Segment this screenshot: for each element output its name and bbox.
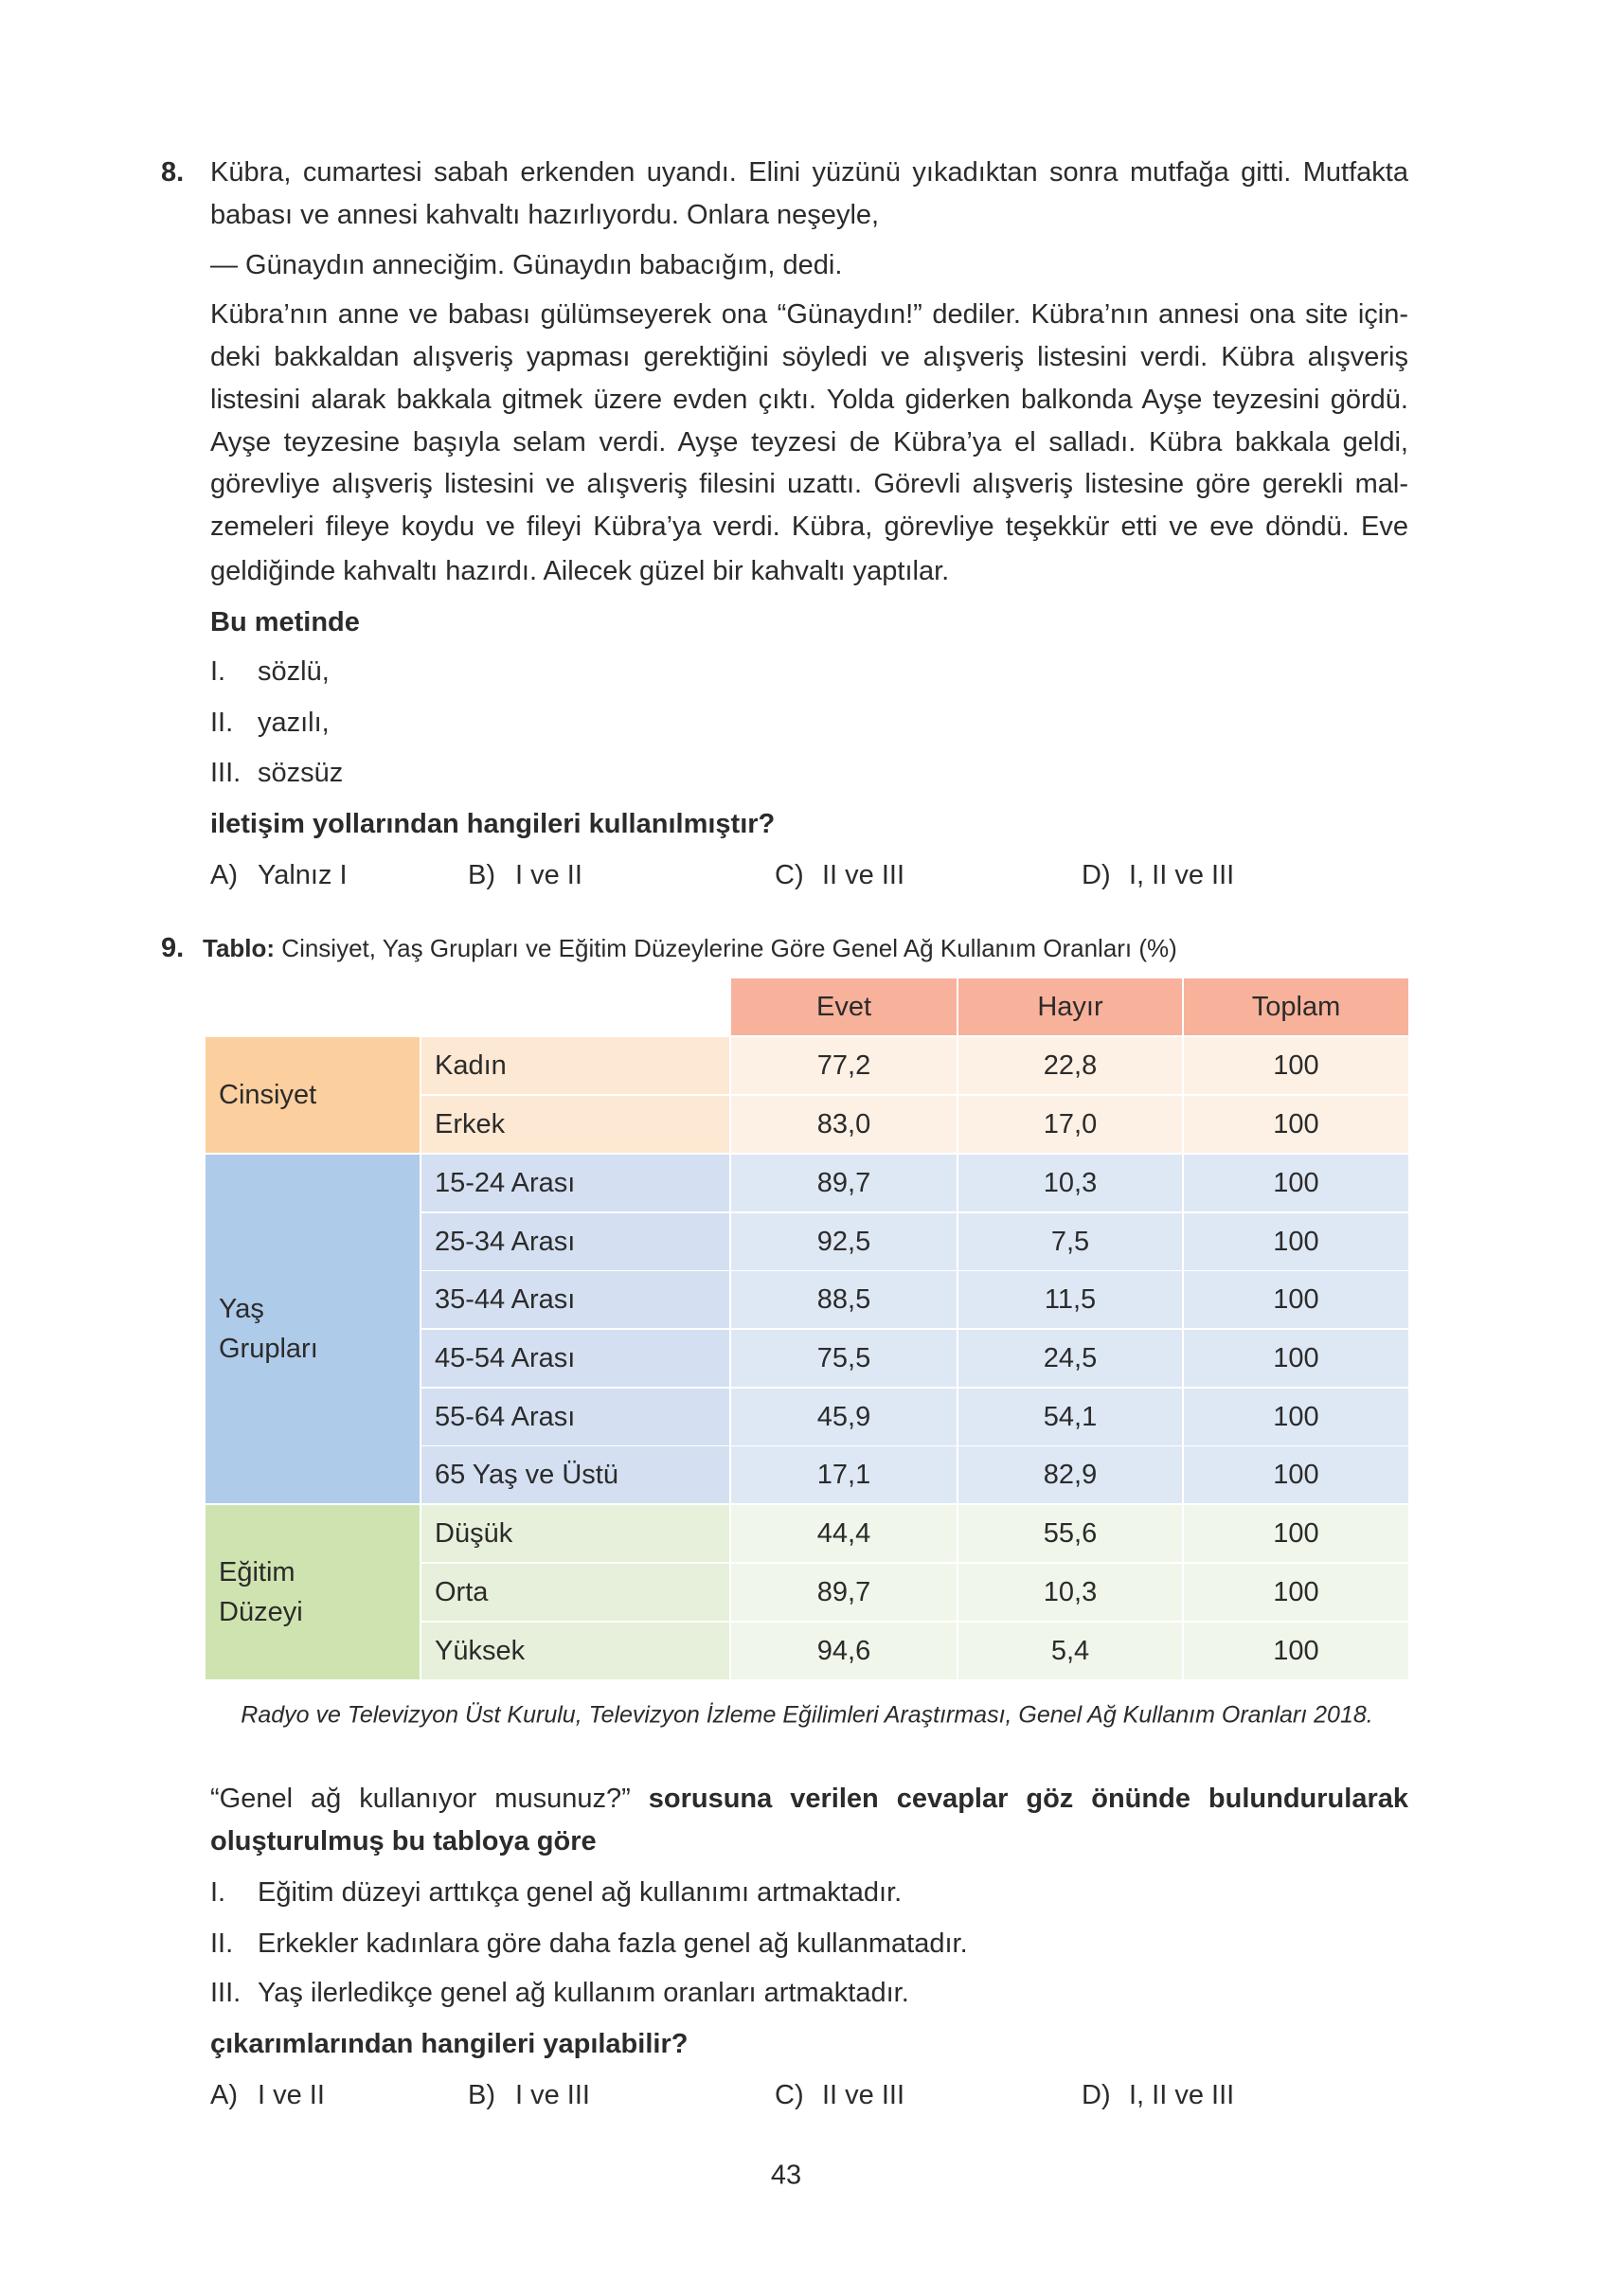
q8-question: iletişim yollarından hangileri kullanılmıştır? bbox=[210, 809, 776, 839]
group-label-yas bbox=[206, 1155, 420, 1503]
header-evet: Evet bbox=[731, 978, 957, 1035]
q8-paragraph-line: Kübra, cumartesi sabah erkenden uyandı. Elini yüzünü yıkadıktan sonra mutfağa gitti. Mutfakta bbox=[210, 157, 1408, 188]
cell-hayir: 22,8 bbox=[958, 1037, 1182, 1094]
cell-toplam: 100 bbox=[1184, 1564, 1408, 1621]
cell-hayir: 82,9 bbox=[958, 1446, 1182, 1503]
row-label: 45-54 Arası bbox=[421, 1330, 729, 1387]
item-text: Eğitim düzeyi arttıkça genel ağ kullanımı artmaktadır. bbox=[258, 1877, 903, 1908]
q9-stem-line-1 bbox=[210, 1782, 1408, 1816]
q9-stem-bold: sorusuna verilen cevaplar göz önünde bulundurularak bbox=[648, 1784, 1408, 1814]
cell-hayir: 24,5 bbox=[958, 1330, 1182, 1387]
group-label-text: Eğitim Düzeyi bbox=[219, 1557, 303, 1627]
row-label: Yüksek bbox=[421, 1623, 729, 1679]
row-label: 35-44 Arası bbox=[421, 1271, 729, 1328]
option-text: II ve III bbox=[822, 860, 905, 890]
option-letter: B) bbox=[468, 860, 495, 890]
cell-hayir: 54,1 bbox=[958, 1389, 1182, 1445]
q8-option-c[interactable] bbox=[775, 858, 904, 892]
option-letter: B) bbox=[468, 2080, 495, 2110]
cell-evet: 44,4 bbox=[731, 1505, 957, 1562]
row-label: 15-24 Arası bbox=[421, 1155, 729, 1211]
roman-numeral: I. bbox=[210, 1877, 226, 1908]
q9-question: çıkarımlarından hangileri yapılabilir? bbox=[210, 2029, 689, 2059]
q9-option-d[interactable] bbox=[1082, 2078, 1234, 2112]
q9-item bbox=[210, 1927, 968, 1961]
table-title-text: Cinsiyet, Yaş Grupları ve Eğitim Düzeylerine Göre Genel Ağ Kullanım Oranları (%) bbox=[281, 934, 1177, 962]
q8-paragraph-line: babası ve annesi kahvaltı hazırlıyordu. Onlara neşeyle, bbox=[210, 200, 880, 230]
option-text: I, II ve III bbox=[1129, 2080, 1235, 2110]
q8-stem-intro: Bu metinde bbox=[210, 607, 360, 637]
page-number: 43 bbox=[770, 2160, 802, 2191]
cell-hayir: 7,5 bbox=[958, 1213, 1182, 1270]
row-label: Orta bbox=[421, 1564, 729, 1621]
cell-toplam: 100 bbox=[1184, 1330, 1408, 1387]
q9-item bbox=[210, 1976, 909, 2010]
table-title bbox=[203, 933, 1177, 963]
row-label: Erkek bbox=[421, 1096, 729, 1153]
item-text: Erkekler kadınlara göre daha fazla genel ağ kullanmatadır. bbox=[258, 1928, 968, 1959]
cell-toplam: 100 bbox=[1184, 1446, 1408, 1503]
cell-evet: 77,2 bbox=[731, 1037, 957, 1094]
q8-item bbox=[210, 756, 343, 790]
usage-table bbox=[206, 978, 1408, 1679]
option-letter: C) bbox=[775, 2080, 804, 2110]
cell-hayir: 17,0 bbox=[958, 1096, 1182, 1153]
cell-evet: 83,0 bbox=[731, 1096, 957, 1153]
cell-hayir: 11,5 bbox=[958, 1271, 1182, 1328]
cell-evet: 75,5 bbox=[731, 1330, 957, 1387]
q8-paragraph-line: Ayşe teyzesine başıyla selam verdi. Ayşe teyzesi de Kübra’ya el salladı. Kübra bakkala geldi, bbox=[210, 427, 1408, 457]
cell-toplam: 100 bbox=[1184, 1155, 1408, 1211]
q9-option-b[interactable] bbox=[468, 2078, 590, 2112]
cell-hayir: 10,3 bbox=[958, 1564, 1182, 1621]
cell-evet: 89,7 bbox=[731, 1155, 957, 1211]
row-label: Kadın bbox=[421, 1037, 729, 1094]
cell-evet: 17,1 bbox=[731, 1446, 957, 1503]
table-title-label: Tablo: bbox=[203, 934, 276, 962]
group-label-egitim bbox=[206, 1505, 420, 1679]
question-8-number: 8. bbox=[161, 157, 185, 188]
cell-toplam: 100 bbox=[1184, 1389, 1408, 1445]
item-text: Yaş ilerledikçe genel ağ kullanım oranları artmaktadır. bbox=[258, 1978, 909, 2008]
cell-toplam: 100 bbox=[1184, 1505, 1408, 1562]
cell-evet: 88,5 bbox=[731, 1271, 957, 1328]
q9-option-a[interactable] bbox=[210, 2078, 325, 2112]
roman-numeral: III. bbox=[210, 1978, 242, 2008]
q8-dialogue-line: — Günaydın anneciğim. Günaydın babacığım, dedi. bbox=[210, 250, 843, 280]
q9-option-c[interactable] bbox=[775, 2078, 904, 2112]
cell-toplam: 100 bbox=[1184, 1271, 1408, 1328]
q8-paragraph-line: deki bakkaldan alışveriş yapması gerektiğini söyledi ve alışveriş listesini verdi. Kübra alışveriş bbox=[210, 342, 1408, 372]
q9-stem-quote: “Genel ağ kullanıyor musunuz?” bbox=[210, 1784, 631, 1814]
cell-hayir: 55,6 bbox=[958, 1505, 1182, 1562]
cell-hayir: 10,3 bbox=[958, 1155, 1182, 1211]
group-label-cinsiyet: Cinsiyet bbox=[206, 1037, 420, 1153]
cell-toplam: 100 bbox=[1184, 1037, 1408, 1094]
option-letter: A) bbox=[210, 860, 238, 890]
question-9-number: 9. bbox=[161, 933, 185, 963]
q8-paragraph-line: Kübra’nın anne ve babası gülümseyerek ona “Günaydın!” dediler. Kübra’nın annesi ona site için- bbox=[210, 299, 1408, 330]
q8-item bbox=[210, 706, 330, 740]
roman-numeral: I. bbox=[210, 656, 226, 687]
option-letter: D) bbox=[1082, 860, 1111, 890]
header-toplam: Toplam bbox=[1184, 978, 1408, 1035]
q9-stem-line-2: oluşturulmuş bu tabloya göre bbox=[210, 1826, 597, 1857]
option-letter: A) bbox=[210, 2080, 238, 2110]
header-hayir: Hayır bbox=[958, 978, 1182, 1035]
cell-evet: 89,7 bbox=[731, 1564, 957, 1621]
row-label: 25-34 Arası bbox=[421, 1213, 729, 1270]
option-text: I, II ve III bbox=[1129, 860, 1235, 890]
option-text: II ve III bbox=[822, 2080, 905, 2110]
q9-item bbox=[210, 1875, 902, 1910]
row-label: 65 Yaş ve Üstü bbox=[421, 1446, 729, 1503]
q8-option-d[interactable] bbox=[1082, 858, 1234, 892]
q8-option-b[interactable] bbox=[468, 858, 582, 892]
cell-hayir: 5,4 bbox=[958, 1623, 1182, 1679]
cell-toplam: 100 bbox=[1184, 1096, 1408, 1153]
roman-numeral: III. bbox=[210, 758, 242, 788]
table-source: Radyo ve Televizyon Üst Kurulu, Televizyon İzleme Eğilimleri Araştırması, Genel Ağ Kullanım Oranları 2018. bbox=[241, 1701, 1373, 1729]
option-text: I ve II bbox=[258, 2080, 325, 2110]
option-text: I ve III bbox=[515, 2080, 590, 2110]
option-text: I ve II bbox=[515, 860, 582, 890]
roman-numeral: II. bbox=[210, 708, 234, 738]
cell-toplam: 100 bbox=[1184, 1213, 1408, 1270]
cell-toplam: 100 bbox=[1184, 1623, 1408, 1679]
item-text: yazılı, bbox=[258, 708, 330, 738]
roman-numeral: II. bbox=[210, 1928, 234, 1959]
cell-evet: 45,9 bbox=[731, 1389, 957, 1445]
q8-paragraph-line: listesini alarak bakkala gitmek üzere evden çıktı. Yolda giderken balkonda Ayşe teyzesini gördü. bbox=[210, 385, 1408, 415]
option-text: Yalnız I bbox=[258, 860, 348, 890]
cell-evet: 92,5 bbox=[731, 1213, 957, 1270]
q8-paragraph-line: zemeleri fileye koydu ve fileyi Kübra’ya verdi. Kübra, görevliye teşekkür etti ve eve döndü. Eve bbox=[210, 511, 1408, 542]
row-label: Düşük bbox=[421, 1505, 729, 1562]
item-text: sözlü, bbox=[258, 656, 330, 687]
group-label-text: Yaş Grupları bbox=[219, 1294, 318, 1364]
option-letter: C) bbox=[775, 860, 804, 890]
q8-option-a[interactable] bbox=[210, 858, 348, 892]
q8-paragraph-line: geldiğinde kahvaltı hazırdı. Ailecek güzel bir kahvaltı yaptılar. bbox=[210, 556, 950, 586]
row-label: 55-64 Arası bbox=[421, 1389, 729, 1445]
q8-paragraph-line: görevliye alışveriş listesini ve alışveriş filesini uzattı. Görevli alışveriş listesine göre gerekli mal- bbox=[210, 469, 1408, 499]
cell-evet: 94,6 bbox=[731, 1623, 957, 1679]
item-text: sözsüz bbox=[258, 758, 344, 788]
option-letter: D) bbox=[1082, 2080, 1111, 2110]
q8-item bbox=[210, 655, 330, 689]
